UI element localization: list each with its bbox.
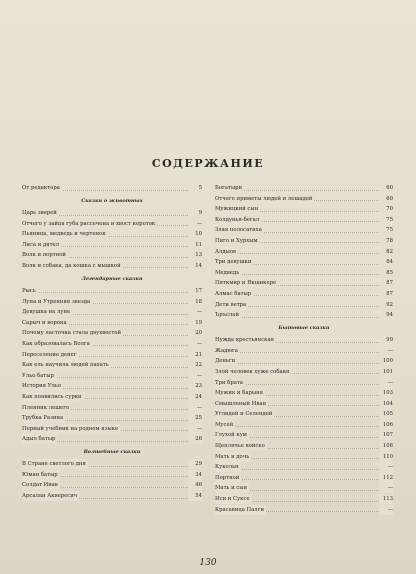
entry-title: Первый учебник на родном языке bbox=[22, 425, 119, 432]
dot-leader bbox=[215, 363, 379, 364]
toc-entry bbox=[215, 473, 393, 483]
entry-page: 75 bbox=[379, 215, 393, 225]
entry-page: 69 bbox=[379, 194, 393, 204]
entry-page: — bbox=[188, 307, 202, 317]
toc-entry bbox=[215, 335, 393, 345]
toc-entry bbox=[22, 434, 202, 444]
entry-page: 107 bbox=[379, 430, 393, 440]
entry-title: Мужик и барыня bbox=[215, 390, 263, 397]
toc-entry bbox=[215, 183, 393, 193]
entry-title: Адыл батыр bbox=[22, 436, 56, 443]
dot-leader bbox=[215, 426, 379, 427]
toc-entry bbox=[22, 360, 202, 370]
entry-title: Богатыри bbox=[215, 185, 243, 191]
entry-page: 10 bbox=[188, 229, 202, 239]
dot-leader bbox=[215, 253, 379, 254]
toc-entry bbox=[22, 350, 202, 360]
entry-page: 112 bbox=[379, 473, 393, 483]
entry-title: Отчего у зайца губа рассечена и хвост короток bbox=[22, 220, 156, 227]
entry-title: Ульо батыр bbox=[22, 372, 54, 379]
toc-entry bbox=[22, 240, 202, 250]
toc-entry bbox=[22, 392, 202, 402]
toc-entry bbox=[22, 297, 202, 307]
toc-entry bbox=[22, 403, 202, 413]
entry-title: Рысь bbox=[22, 287, 36, 294]
entry-page: — bbox=[379, 462, 393, 472]
toc-entry bbox=[215, 483, 393, 493]
toc-entry bbox=[215, 378, 393, 388]
entry-page: 110 bbox=[379, 452, 393, 462]
entry-page: — bbox=[188, 219, 202, 229]
entry-page: — bbox=[379, 378, 393, 388]
entry-title: Ъръслай bbox=[215, 312, 239, 319]
entry-page: 21 bbox=[188, 350, 202, 360]
entry-title: Колдунья-бегал bbox=[215, 216, 260, 223]
toc-entry bbox=[22, 208, 202, 218]
entry-title: История Ульо bbox=[22, 383, 61, 390]
entry-page: 103 bbox=[379, 388, 393, 398]
entry-page: 94 bbox=[379, 310, 393, 320]
entry-page: 70 bbox=[379, 204, 393, 214]
section-heading: Легендарные сказки bbox=[81, 275, 143, 282]
contents-column-left bbox=[22, 183, 202, 502]
entry-title: Нужда крестьянская bbox=[215, 337, 274, 344]
page-number: 130 bbox=[199, 558, 217, 568]
toc-entry bbox=[22, 491, 202, 501]
toc-entry bbox=[215, 225, 393, 235]
toc-entry bbox=[215, 441, 393, 451]
entry-page: 22 bbox=[188, 360, 202, 370]
toc-entry bbox=[22, 413, 202, 423]
toc-entry bbox=[22, 307, 202, 317]
entry-page: 100 bbox=[379, 356, 393, 366]
entry-page: — bbox=[379, 483, 393, 493]
toc-entry bbox=[215, 462, 393, 472]
toc-entry bbox=[22, 371, 202, 381]
entry-title: Лиса и дятел bbox=[22, 241, 60, 248]
entry-page: 17 bbox=[188, 286, 202, 296]
entry-title: Медведь bbox=[215, 269, 240, 276]
section-heading: Бытовые сказки bbox=[278, 325, 330, 332]
entry-page: 84 bbox=[379, 257, 393, 267]
entry-page: 11 bbox=[188, 240, 202, 250]
toc-entry bbox=[215, 236, 393, 246]
entry-title: Арсалан Аквересич bbox=[22, 493, 78, 500]
entry-title: Мать и дочь bbox=[215, 453, 250, 460]
toc-entry bbox=[215, 452, 393, 462]
toc-entry bbox=[22, 424, 202, 434]
toc-entry bbox=[215, 430, 393, 440]
entry-page: 23 bbox=[188, 381, 202, 391]
entry-page: 106 bbox=[379, 420, 393, 430]
entry-page: 75 bbox=[379, 225, 393, 235]
entry-page: 54 bbox=[188, 491, 202, 501]
entry-title: Царь зверей bbox=[22, 210, 57, 216]
toc-entry bbox=[215, 420, 393, 430]
toc-entry bbox=[215, 257, 393, 267]
toc-entry bbox=[22, 381, 202, 391]
entry-page: 105 bbox=[379, 409, 393, 419]
entry-page: 87 bbox=[379, 278, 393, 288]
entry-title: Алмас батыр bbox=[215, 290, 252, 297]
entry-title: Портной bbox=[215, 474, 240, 481]
entry-title: Отчего приметы людей и лошадей bbox=[215, 195, 313, 202]
toc-entry bbox=[215, 409, 393, 419]
toc-entry bbox=[22, 339, 202, 349]
dot-leader bbox=[22, 292, 188, 293]
toc-entry bbox=[215, 399, 393, 409]
entry-title: Злой человек хуже собаки bbox=[215, 368, 290, 375]
entry-page: 108 bbox=[379, 441, 393, 451]
toc-entry bbox=[215, 356, 393, 366]
entry-title: Мужицкий сын bbox=[215, 206, 259, 213]
entry-page: 13 bbox=[188, 250, 202, 260]
entry-title: Углидей и Селендей bbox=[215, 411, 273, 418]
entry-page: — bbox=[188, 371, 202, 381]
entry-page: 101 bbox=[379, 367, 393, 377]
section-heading: Волшебные сказки bbox=[83, 449, 141, 456]
toc-entry bbox=[22, 229, 202, 239]
toc-entry bbox=[215, 310, 393, 320]
entry-title: Волк и собака, да кошка с мышкой bbox=[22, 262, 121, 269]
toc-entry bbox=[215, 505, 393, 515]
entry-title: Сарыч и ворона bbox=[22, 319, 67, 326]
entry-title: Пьяница, медведь и чертенок bbox=[22, 231, 106, 238]
toc-entry bbox=[22, 250, 202, 260]
toc-entry bbox=[215, 346, 393, 356]
toc-entry bbox=[215, 215, 393, 225]
entry-title: Волк и портной bbox=[22, 252, 66, 259]
entry-page: 99 bbox=[379, 335, 393, 345]
toc-entry bbox=[22, 183, 202, 193]
toc-entry bbox=[215, 367, 393, 377]
toc-entry bbox=[215, 247, 393, 257]
entry-page: 19 bbox=[188, 318, 202, 328]
toc-entry bbox=[22, 459, 202, 469]
toc-entry bbox=[22, 261, 202, 271]
entry-title: Как появились сурки bbox=[22, 393, 82, 400]
toc-entry bbox=[215, 289, 393, 299]
entry-page: 9 bbox=[188, 208, 202, 218]
entry-page: 24 bbox=[188, 392, 202, 402]
entry-page: 29 bbox=[188, 459, 202, 469]
entry-page: 5 bbox=[188, 183, 202, 193]
toc-entry bbox=[22, 470, 202, 480]
entry-title: Алдыов bbox=[215, 248, 237, 255]
entry-page: 26 bbox=[188, 434, 202, 444]
entry-title: Красавица Палги bbox=[215, 506, 264, 513]
entry-title: Мусей bbox=[215, 421, 234, 428]
toc-entry bbox=[22, 318, 202, 328]
entry-page: 18 bbox=[188, 297, 202, 307]
entry-page: 104 bbox=[379, 399, 393, 409]
entry-title: Дети ветра bbox=[215, 301, 247, 308]
entry-title: В Стране светлого дня bbox=[22, 461, 86, 468]
entry-title: Девушка на луне bbox=[22, 309, 71, 316]
entry-title: Переселение денег bbox=[22, 351, 77, 358]
entry-page: 78 bbox=[379, 236, 393, 246]
entry-title: Пяткмир и Якшикере bbox=[215, 280, 277, 287]
toc-entry bbox=[215, 268, 393, 278]
entry-page: — bbox=[188, 424, 202, 434]
toc-entry bbox=[215, 494, 393, 504]
entry-title: Юман батыр bbox=[22, 471, 58, 478]
entry-page: 25 bbox=[188, 413, 202, 423]
entry-page: — bbox=[188, 403, 202, 413]
entry-title: От редактора bbox=[22, 185, 60, 191]
toc-entry bbox=[22, 328, 202, 338]
entry-page: 34 bbox=[188, 470, 202, 480]
entry-page: 87 bbox=[379, 289, 393, 299]
entry-title: Мать и сын bbox=[215, 485, 248, 492]
entry-page: 20 bbox=[188, 328, 202, 338]
toc-entry bbox=[215, 388, 393, 398]
toc-entry bbox=[215, 204, 393, 214]
entry-page: 85 bbox=[379, 268, 393, 278]
entry-title: Пиго и Хурхым bbox=[215, 237, 258, 244]
entry-page: — bbox=[379, 505, 393, 515]
entry-title: Жадюга bbox=[215, 347, 238, 354]
entry-title: Деньги bbox=[215, 358, 236, 365]
entry-title: Три девушки bbox=[215, 259, 252, 266]
entry-title: Трубка Разина bbox=[22, 415, 64, 422]
entry-title: Глухой кум bbox=[215, 432, 247, 439]
toc-entry bbox=[22, 480, 202, 490]
entry-title: Почему ласточка стала двухвостой bbox=[22, 330, 122, 337]
entry-title: Как ель научила людей пахать bbox=[22, 362, 109, 369]
entry-page: 82 bbox=[379, 247, 393, 257]
entry-title: Три брата bbox=[215, 379, 243, 386]
page-title: СОДЕРЖАНИЕ bbox=[151, 157, 265, 170]
section-heading: Сказки о животных bbox=[81, 198, 143, 204]
toc-entry bbox=[22, 286, 202, 296]
entry-page: 60 bbox=[379, 183, 393, 193]
entry-title: Солдат Иван bbox=[22, 482, 58, 489]
entry-title: Луна и Утренняя звезда bbox=[22, 298, 91, 305]
entry-page: 14 bbox=[188, 261, 202, 271]
toc-entry bbox=[22, 219, 202, 229]
toc-entry bbox=[215, 300, 393, 310]
entry-title: Как образовалась Волга bbox=[22, 340, 90, 347]
contents-column-right bbox=[215, 183, 393, 515]
entry-page: — bbox=[379, 346, 393, 356]
entry-title: Злая полосатиха bbox=[215, 227, 262, 234]
entry-page: — bbox=[188, 339, 202, 349]
entry-page: 92 bbox=[379, 300, 393, 310]
entry-title: Смышленый Иван bbox=[215, 400, 267, 407]
entry-page: 113 bbox=[379, 494, 393, 504]
entry-title: Иси и Суксе bbox=[215, 496, 250, 503]
entry-title: Пленник лешего bbox=[22, 404, 70, 411]
entry-title: Щеплячье войско bbox=[215, 443, 265, 450]
toc-entry bbox=[215, 278, 393, 288]
entry-title: Кукольн bbox=[215, 464, 239, 471]
entry-page: 46 bbox=[188, 480, 202, 490]
toc-entry bbox=[215, 194, 393, 204]
